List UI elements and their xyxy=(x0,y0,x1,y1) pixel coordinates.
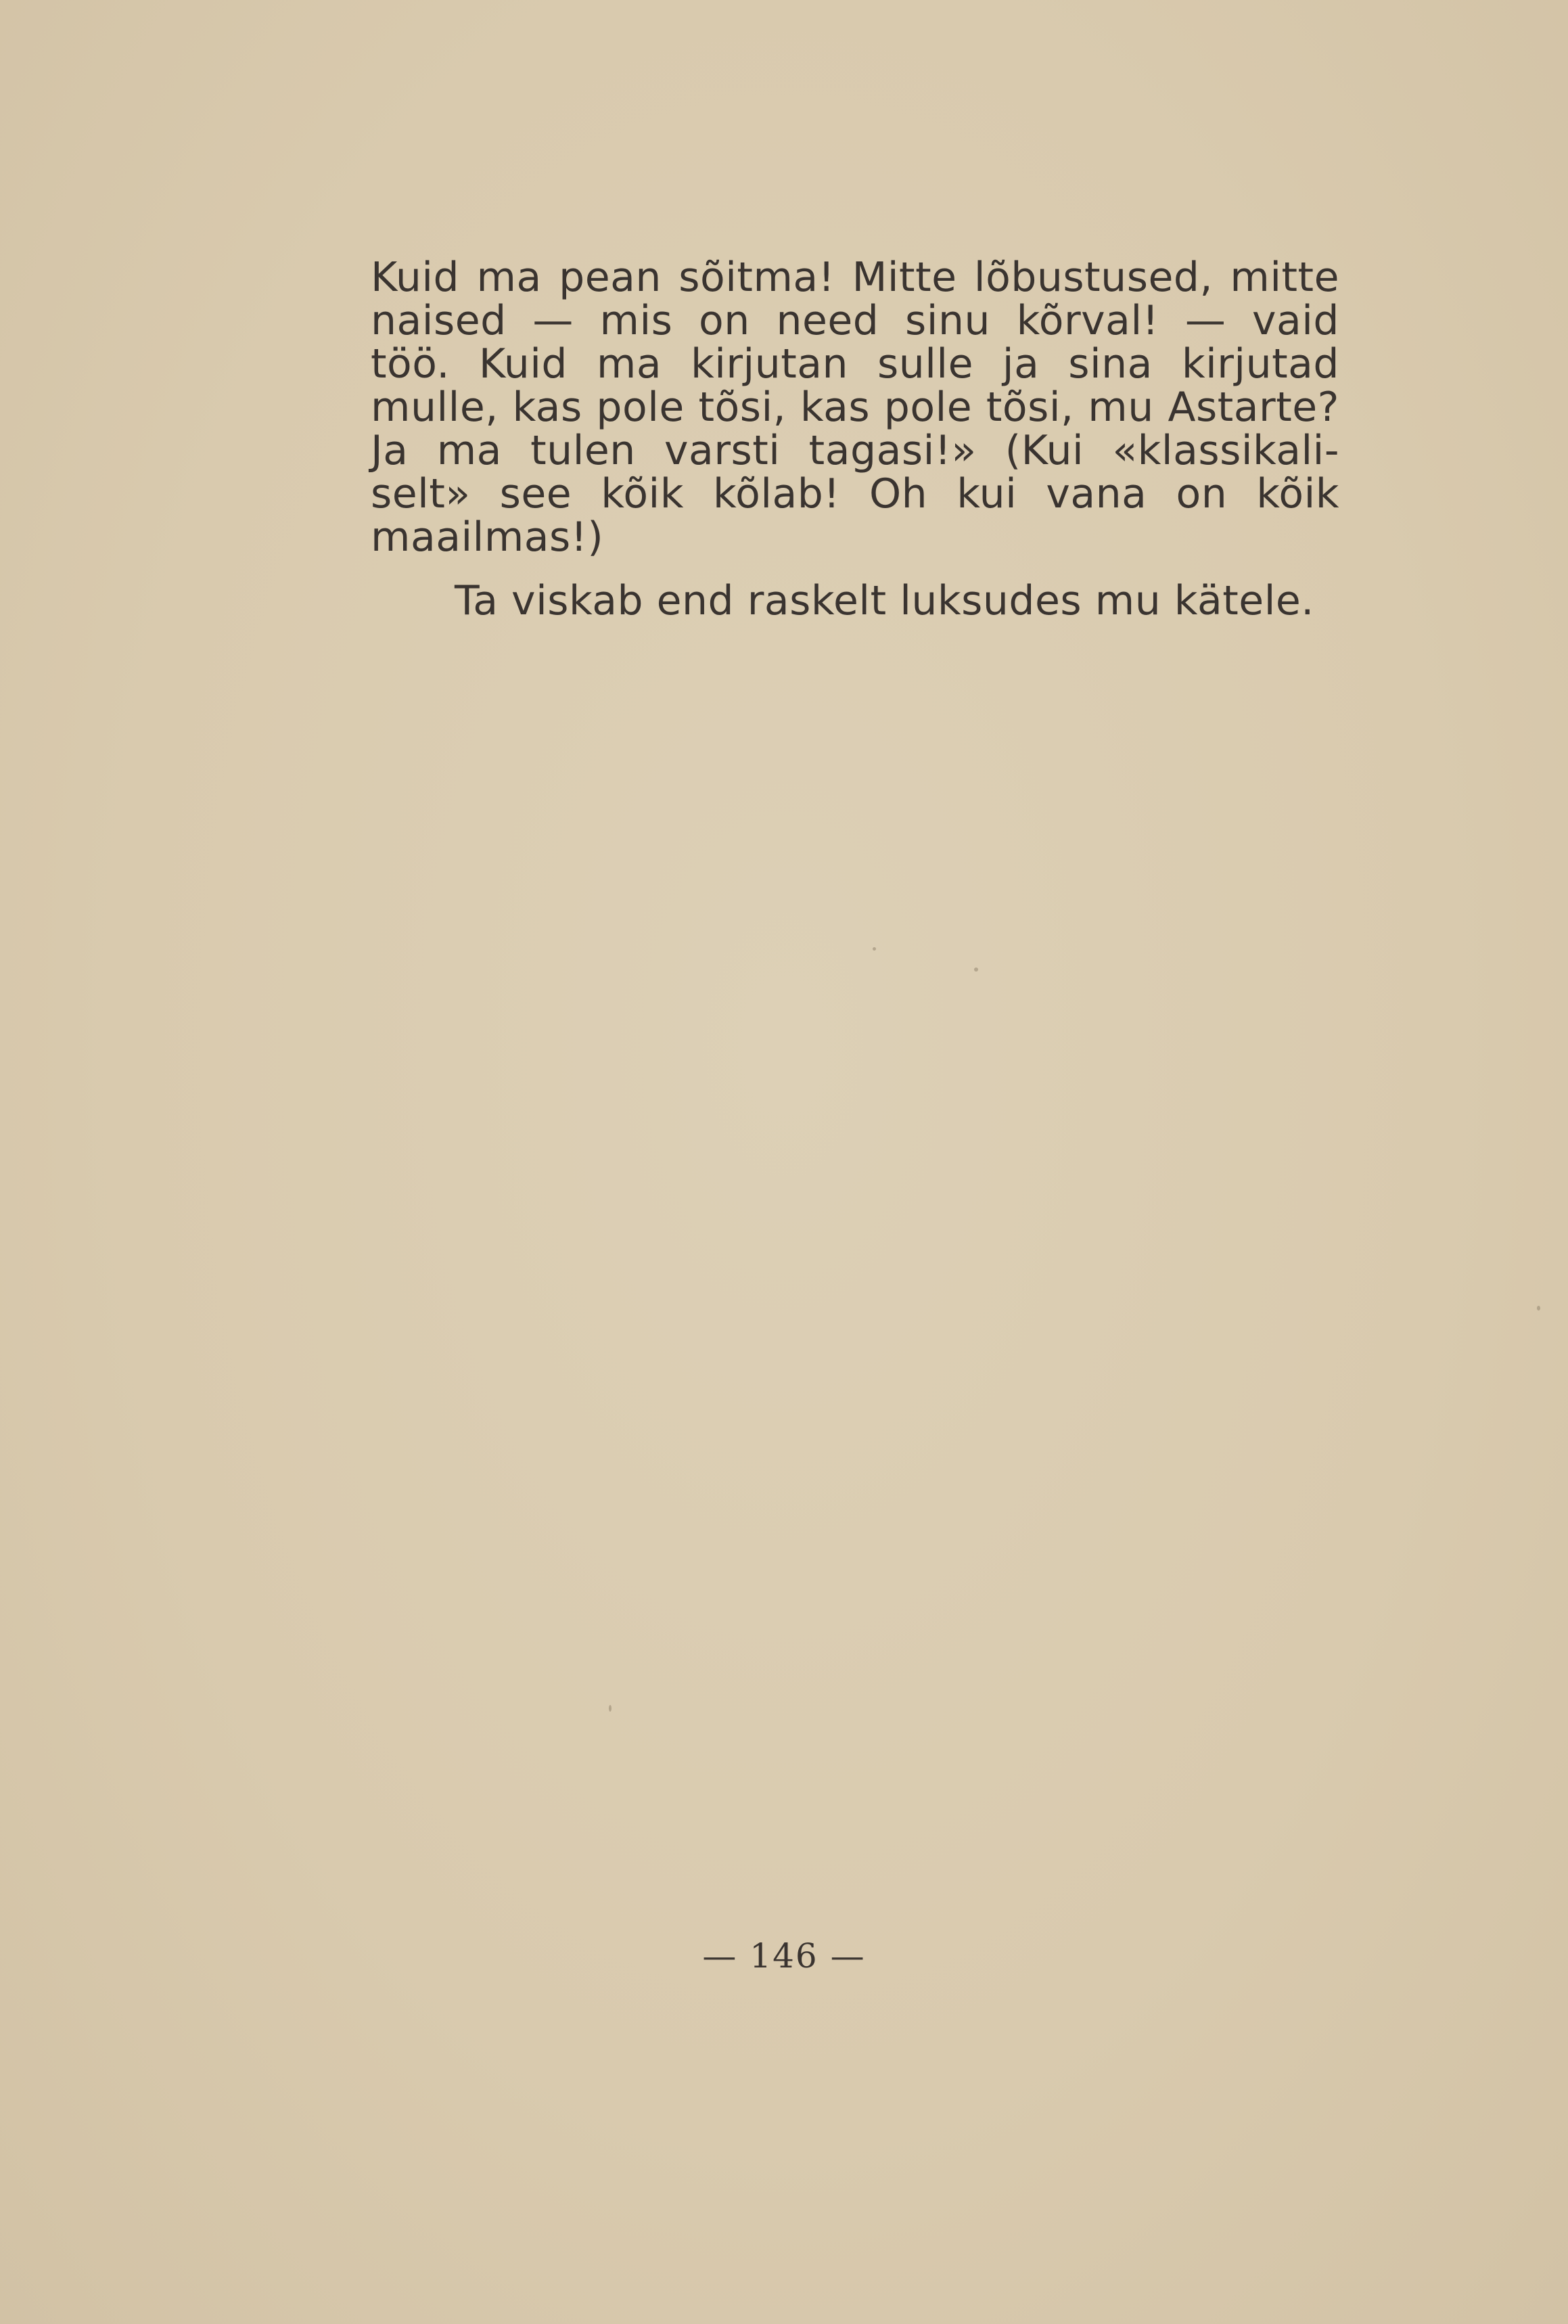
text-line: selt» see kõik kõlab! Oh kui vana on kõik xyxy=(371,470,1339,518)
page-number: — 146 — xyxy=(702,1936,866,1976)
text-line: mulle, kas pole tõsi, kas pole tõsi, mu Astarte? xyxy=(371,384,1339,431)
paper-speck xyxy=(1537,1306,1540,1311)
paper-speck xyxy=(974,967,978,972)
paper-speck xyxy=(873,947,876,951)
paper-speck xyxy=(609,1705,612,1712)
text-line: maailmas!) xyxy=(371,514,604,561)
text-line: Ja ma tulen varsti tagasi!» (Kui «klassikali- xyxy=(371,427,1339,474)
paragraph-1 xyxy=(371,256,1339,559)
body-text xyxy=(371,256,1339,622)
text-line: Kuid ma pean sõitma! Mitte lõbustused, mitte xyxy=(371,254,1339,301)
text-line: töö. Kuid ma kirjutan sulle ja sina kirjutad xyxy=(371,340,1339,388)
text-line: naised — mis on need sinu kõrval! — vaid xyxy=(371,297,1339,344)
paragraph-2: Ta viskab end raskelt luksudes mu kätele. xyxy=(455,577,1314,624)
